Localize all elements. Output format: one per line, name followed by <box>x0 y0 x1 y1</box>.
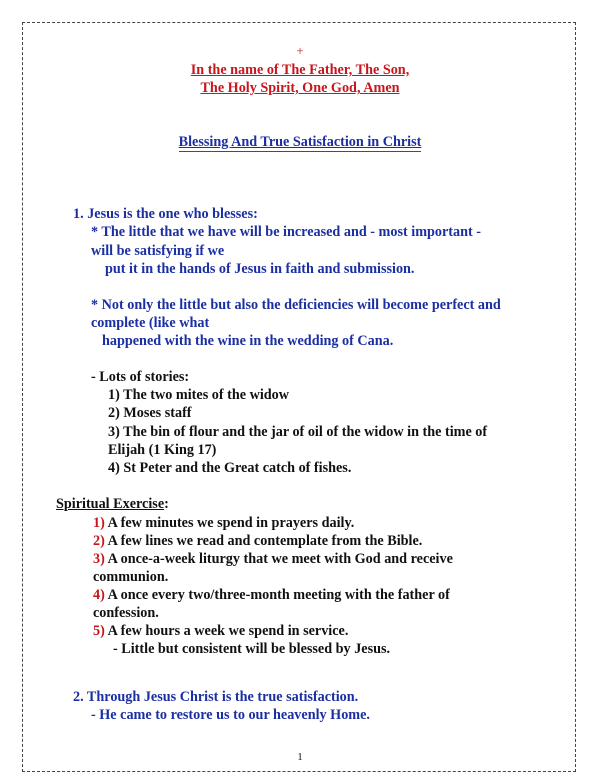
exercise-heading <box>56 495 169 513</box>
exercise-item-number: 5) <box>93 623 105 639</box>
page-title <box>0 133 600 151</box>
cross-symbol: + <box>296 43 304 58</box>
exercise-heading-text: Spiritual Exercise <box>56 496 165 512</box>
exercise-item-text: A once every two/three-month meeting with the father of <box>107 587 450 603</box>
exercise-item <box>93 550 453 568</box>
exercise-item-number: 2) <box>93 533 105 549</box>
exercise-conclusion: - Little but consistent will be blessed by Jesus. <box>113 641 391 657</box>
invocation-line-2: The Holy Spirit, One God, Amen <box>200 80 400 96</box>
exercise-item-text: A few hours a week we spend in service. <box>107 623 349 639</box>
point1-heading: 1. Jesus is the one who blesses: <box>73 206 258 222</box>
exercise-item-number: 1) <box>93 515 105 531</box>
point2-heading: 2. Through Jesus Christ is the true satisfaction. <box>73 689 359 705</box>
exercise-heading-colon: : <box>164 496 169 512</box>
point1-p1-line1: * The little that we have will be increased and - most important - <box>91 224 482 240</box>
story-item: 1) The two mites of the widow <box>108 387 290 403</box>
point1-p1-line2: will be satisfying if we <box>91 243 225 259</box>
point1-p1-line3: put it in the hands of Jesus in faith and submission. <box>105 261 415 277</box>
point1-p2-line1: * Not only the little but also the deficiencies will become perfect and <box>91 297 501 313</box>
exercise-item-number: 3) <box>93 551 105 567</box>
exercise-item <box>93 514 354 532</box>
exercise-item-continuation: communion. <box>93 569 169 585</box>
page-number: 1 <box>297 751 303 763</box>
story-item: 4) St Peter and the Great catch of fishes. <box>108 460 352 476</box>
exercise-item-continuation: confession. <box>93 605 159 621</box>
exercise-item-text: A once-a-week liturgy that we meet with God and receive <box>107 551 453 567</box>
exercise-item <box>93 586 450 604</box>
exercise-item <box>93 532 422 550</box>
story-item: 2) Moses staff <box>108 405 192 421</box>
exercise-item <box>93 622 348 640</box>
story-item: Elijah (1 King 17) <box>108 442 217 458</box>
exercise-item-text: A few minutes we spend in prayers daily. <box>107 515 355 531</box>
point2-line2: - He came to restore us to our heavenly Home. <box>91 707 370 723</box>
story-item: 3) The bin of flour and the jar of oil of the widow in the time of <box>108 424 488 440</box>
page-title-text: Blessing And True Satisfaction in Christ <box>178 134 422 150</box>
point1-p2-line2: complete (like what <box>91 315 210 331</box>
point1-p2-line3: happened with the wine in the wedding of Cana. <box>102 333 394 349</box>
exercise-item-text: A few lines we read and contemplate from the Bible. <box>107 533 423 549</box>
exercise-item-number: 4) <box>93 587 105 603</box>
invocation-line-1: In the name of The Father, The Son, <box>190 62 410 78</box>
stories-heading: - Lots of stories: <box>91 369 190 385</box>
